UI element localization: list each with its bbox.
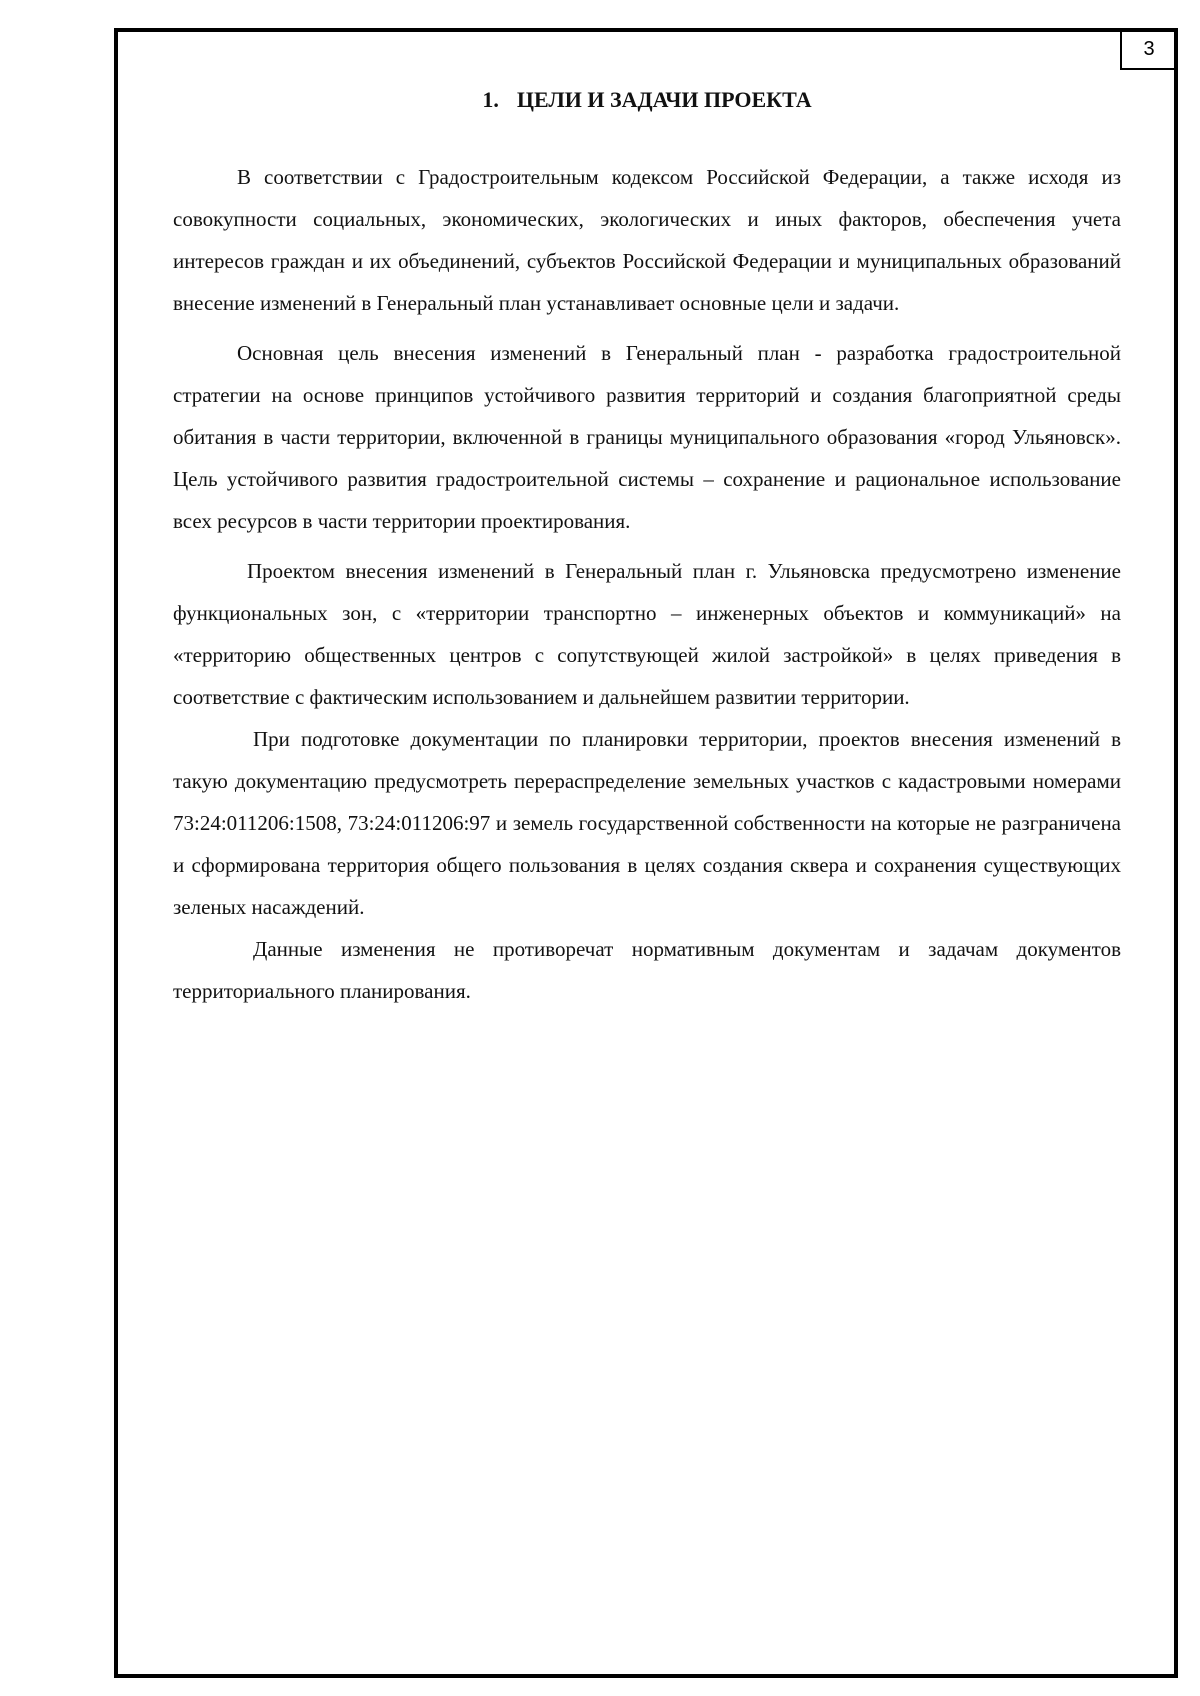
paragraph-2: Основная цель внесения изменений в Генеральный план - разработка градостроительной стратегии на основе принципов устойчивого развития территорий и создания благоприятной среды обитания в части территории, включенной в границы муниципального образования «город Ульяновск». Цель устойчивого развития градостроительной системы – сохранение и рациональное использование всех ресурсов в части территории проектирования. xyxy=(173,341,1121,533)
section-title xyxy=(173,78,1121,122)
page-number: 3 xyxy=(1120,28,1178,70)
paragraph-1: В соответствии с Градостроительным кодексом Российской Федерации, а также исходя из совокупности социальных, экономических, экологических и иных факторов, обеспечения учета интересов граждан и их объединений, субъектов Российской Федерации и муниципальных образований внесение изменений в Генеральный план устанавливает основные цели и задачи. xyxy=(173,165,1121,315)
section-number: 1. xyxy=(482,87,499,112)
section-title-text: ЦЕЛИ И ЗАДАЧИ ПРОЕКТА xyxy=(516,87,812,112)
paragraph-4: При подготовке документации по планировки территории, проектов внесения изменений в такую документацию предусмотреть перераспределение земельных участков с кадастровыми номерами 73:24:011206:1508, 73:24:011206:97 и земель государственной собственности на которые не разграничена и сформирована территория общего пользования в целях создания сквера и сохранения существующих зеленых насаждений. xyxy=(173,727,1121,919)
document-body xyxy=(173,78,1121,1012)
paragraph-5: Данные изменения не противоречат нормативным документам и задачам документов территориального планирования. xyxy=(173,937,1121,1003)
paragraph-3: Проектом внесения изменений в Генеральный план г. Ульяновска предусмотрено изменение функциональных зон, с «территории транспортно – инженерных объектов и коммуникаций» на «территорию общественных центров с сопутствующей жилой застройкой» в целях приведения в соответствие с фактическим использованием и дальнейшем развитии территории. xyxy=(173,559,1121,709)
